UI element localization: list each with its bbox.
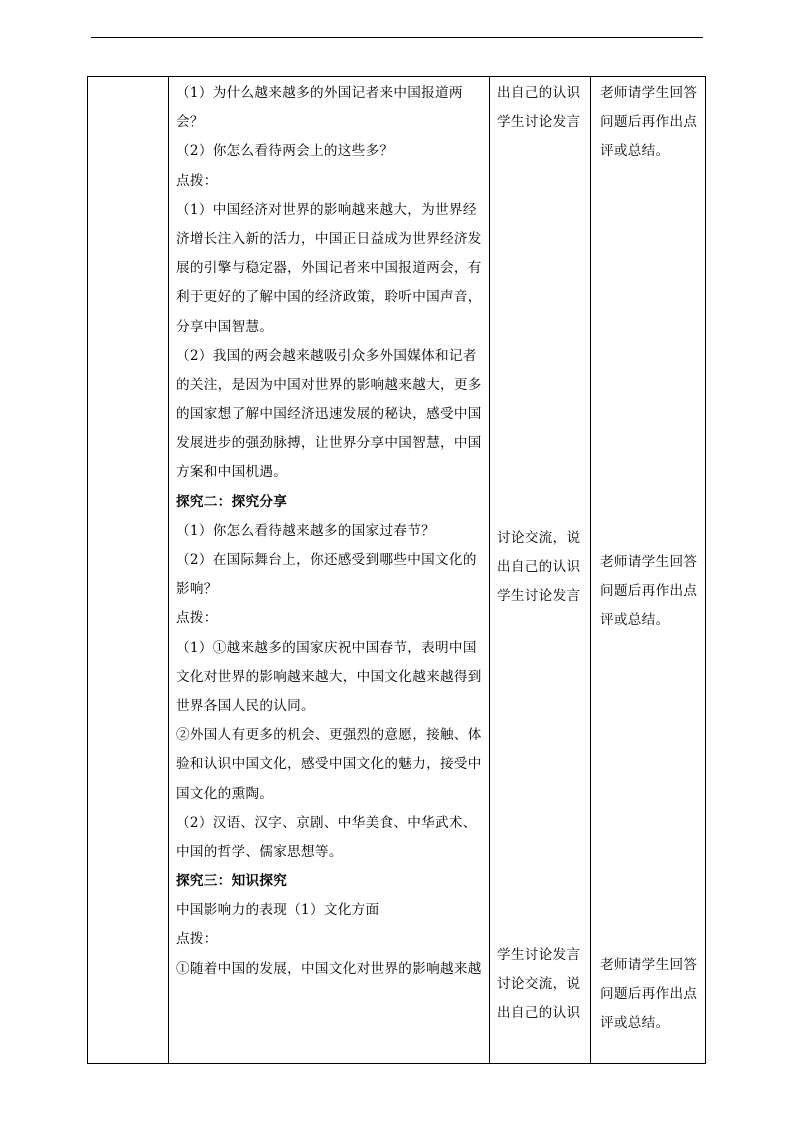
student-activity-line: 讨论交流，说 bbox=[497, 530, 581, 546]
content-line: 文化对世界的影响越来越大，中国文化越来越得到 bbox=[176, 668, 482, 685]
student-activity-line: 出自己的认识 bbox=[497, 559, 581, 576]
student-activity-column bbox=[490, 77, 591, 1063]
content-line: 世界各国人民的认同。 bbox=[176, 697, 315, 714]
content-line: （2）你怎么看待两会上的这些多？ bbox=[176, 143, 394, 160]
content-line: （2）在国际舞台上，你还感受到哪些中国文化的 bbox=[176, 552, 477, 568]
content-line: 会？ bbox=[176, 114, 204, 131]
content-line: 分享中国智慧。 bbox=[176, 318, 274, 335]
content-line: ②外国人有更多的机会、更强烈的意愿，接触、体 bbox=[176, 727, 482, 744]
teacher-activity-line: 评或总结。 bbox=[600, 612, 670, 629]
content-line: （1）为什么越来越多的外国记者来中国报道两 bbox=[176, 85, 463, 101]
content-line: 影响？ bbox=[176, 581, 218, 598]
content-line: 济增长注入新的活力，中国正日益成为世界经济发 bbox=[176, 230, 482, 247]
content-line: ①随着中国的发展，中国文化对世界的影响越来越 bbox=[176, 960, 482, 977]
content-line: 利于更好的了解中国的经济政策，聆听中国声音， bbox=[176, 289, 482, 306]
teacher-activity-column bbox=[591, 77, 705, 1063]
content-line: （2）我国的两会越来越吸引众多外国媒体和记者 bbox=[176, 347, 477, 364]
student-activity-line: 学生讨论发言 bbox=[497, 588, 581, 605]
content-line: （2）汉语、汉字、京剧、中华美食、中华武术、 bbox=[176, 814, 477, 831]
student-activity-line: 讨论交流，说 bbox=[497, 976, 581, 993]
student-activity-line: 出自己的认识 bbox=[497, 1005, 581, 1022]
teacher-activity-group-1 bbox=[600, 79, 697, 167]
content-line: 点拨： bbox=[176, 610, 218, 627]
teacher-activity-line: 老师请学生回答 bbox=[600, 554, 698, 570]
teacher-activity-line: 问题后再作出点 bbox=[600, 583, 698, 600]
content-line: 方案和中国机遇。 bbox=[176, 464, 288, 481]
student-activity-line: 学生讨论发言 bbox=[497, 114, 581, 131]
student-activity-group-2 bbox=[497, 524, 580, 612]
student-activity-group-3 bbox=[497, 941, 580, 1029]
content-line: 中国的哲学、儒家思想等。 bbox=[176, 843, 343, 860]
teacher-activity-line: 问题后再作出点 bbox=[600, 986, 698, 1003]
section-heading: 探究三：知识探究 bbox=[176, 873, 288, 890]
teacher-activity-line: 评或总结。 bbox=[600, 1015, 670, 1032]
teacher-activity-line: 评或总结。 bbox=[600, 143, 670, 160]
content-line: 点拨： bbox=[176, 931, 218, 948]
teaching-content-column bbox=[169, 77, 489, 1063]
teacher-activity-line: 老师请学生回答 bbox=[600, 85, 698, 101]
teacher-activity-line: 老师请学生回答 bbox=[600, 957, 698, 973]
student-activity-line: 学生讨论发言 bbox=[497, 947, 581, 963]
student-activity-line: 出自己的认识 bbox=[497, 85, 581, 101]
content-line: （1）中国经济对世界的影响越来越大，为世界经 bbox=[176, 201, 477, 218]
content-line: （1）你怎么看待越来越多的国家过春节？ bbox=[176, 522, 436, 539]
student-activity-group-1 bbox=[497, 79, 580, 137]
teacher-activity-group-2 bbox=[600, 548, 697, 636]
content-line: （1）①越来越多的国家庆祝中国春节，表明中国 bbox=[176, 639, 477, 656]
content-line: 的关注，是因为中国对世界的影响越来越大，更多 bbox=[176, 376, 482, 393]
content-line: 点拨： bbox=[176, 172, 218, 189]
content-line: 验和认识中国文化，感受中国文化的魅力，接受中 bbox=[176, 756, 482, 773]
header-rule bbox=[91, 37, 703, 38]
content-line: 的国家想了解中国经济迅速发展的秘诀，感受中国 bbox=[176, 406, 482, 423]
content-line: 展的引擎与稳定器，外国记者来中国报道两会，有 bbox=[176, 260, 482, 277]
section-heading: 探究二：探究分享 bbox=[176, 493, 288, 510]
lesson-plan-table bbox=[87, 76, 706, 1064]
teacher-activity-group-3 bbox=[600, 951, 697, 1039]
content-line: 国文化的熏陶。 bbox=[176, 785, 274, 802]
content-line: 中国影响力的表现（1）文化方面 bbox=[176, 902, 380, 919]
content-line: 发展进步的强劲脉搏，让世界分享中国智慧，中国 bbox=[176, 435, 482, 452]
teacher-activity-line: 问题后再作出点 bbox=[600, 114, 698, 131]
